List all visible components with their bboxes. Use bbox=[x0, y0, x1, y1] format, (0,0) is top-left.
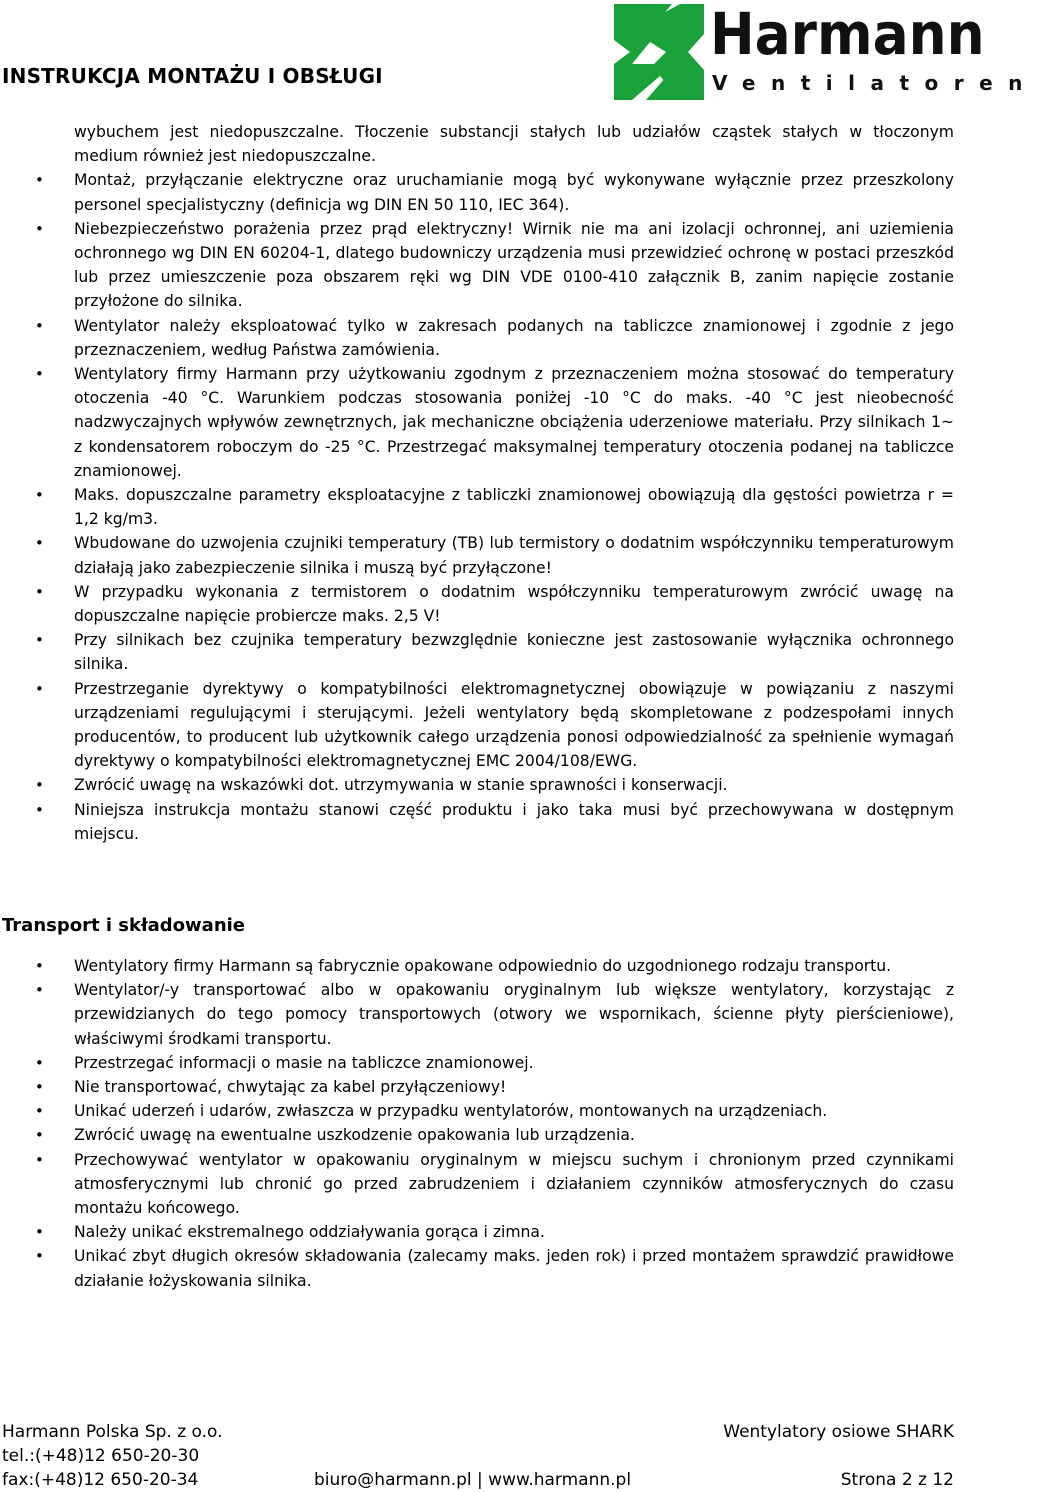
bullet-icon: • bbox=[35, 800, 44, 819]
list-item: • W przypadku wykonania z termistorem o dodatnim współczynniku temperaturowym zwrócić uwagę na dopuszczalne napięcie probiercze maks. 2,5 V! bbox=[0, 580, 960, 628]
section-heading: Transport i składowanie bbox=[2, 915, 246, 936]
harmann-logo bbox=[614, 0, 1038, 102]
bullet-icon: • bbox=[35, 1078, 44, 1097]
list-item: • Przestrzegać informacji o masie na tabliczce znamionowej. bbox=[0, 1051, 960, 1075]
safety-section bbox=[0, 120, 960, 846]
list-item: • Zwrócić uwagę na ewentualne uszkodzenie opakowania lub urządzenia. bbox=[0, 1123, 960, 1147]
bullet-icon: • bbox=[35, 219, 44, 238]
list-item: • Montaż, przyłączanie elektryczne oraz uruchamianie mogą być wykonywane wyłącznie przez przeszkolony personel specjalistyczny (definicja wg DIN EN 50 110, IEC 364). bbox=[0, 168, 960, 216]
bullet-icon: • bbox=[35, 981, 44, 1000]
bullet-icon: • bbox=[35, 316, 44, 335]
bullet-icon: • bbox=[35, 486, 44, 505]
logo-emblem-icon bbox=[614, 4, 704, 100]
document-title: INSTRUKCJA MONTAŻU I OBSŁUGI bbox=[2, 64, 383, 88]
list-item: • Przy silnikach bez czujnika temperatury bezwzględnie konieczne jest zastosowanie wyłącznika ochronnego silnika. bbox=[0, 628, 960, 676]
list-item: • Wentylator należy eksploatować tylko w zakresach podanych na tabliczce znamionowej i zgodnie z jego przeznaczeniem, według Państwa zamówienia. bbox=[0, 314, 960, 362]
logo-subtitle: Ventilatoren bbox=[712, 71, 1038, 95]
logo-wordmark: Harmann bbox=[710, 0, 985, 68]
bullet-icon: • bbox=[35, 1126, 44, 1145]
list-item: • Przechowywać wentylator w opakowaniu oryginalnym w miejscu suchym i chronionym przed czynnikami atmosferycznymi lub chronić go przed zabrudzeniem i działaniem czynników atmosferycznych do czasu montażu końcowego. bbox=[0, 1148, 960, 1221]
footer-product: Wentylatory osiowe SHARK bbox=[723, 1422, 954, 1442]
list-item: • Przestrzeganie dyrektywy o kompatybilności elektromagnetycznej obowiązuje w powiązaniu z naszymi urządzeniami regulującymi i sterującymi. Jeżeli wentylatory będą skompletowane z podzespołami innych producentów, to producent lub użytkownik całego urządzenia ponosi odpowiedzialność za spełnienie wymagań dyrektywy o kompatybilności elektromagnetycznej EMC 2004/108/EWG. bbox=[0, 677, 960, 774]
list-item: • Maks. dopuszczalne parametry eksploatacyjne z tabliczki znamionowej obowiązują dla gęstości powietrza r = 1,2 kg/m3. bbox=[0, 483, 960, 531]
list-item: • Niebezpieczeństwo porażenia przez prąd elektryczny! Wirnik nie ma ani izolacji ochronnej, ani uziemienia ochronnego wg DIN EN 60204-1, dlatego budowniczy urządzenia musi przewidzieć ochronę w postaci przeszkód lub przez umieszczenie poza obszarem ręki wg DIN VDE 0100-410 załącznik B, zanim napięcie zostanie przyłożone do silnika. bbox=[0, 217, 960, 314]
bullet-icon: • bbox=[35, 171, 44, 190]
footer-contact[interactable]: biuro@harmann.pl | www.harmann.pl bbox=[314, 1470, 632, 1490]
list-item: • Wentylatory firmy Harmann są fabrycznie opakowane odpowiednio do uzgodnionego rodzaju transportu. bbox=[0, 954, 960, 978]
footer-fax: fax:(+48)12 650-20-34 bbox=[2, 1470, 199, 1490]
list-item: • Wbudowane do uzwojenia czujniki temperatury (TB) lub termistory o dodatnim współczynniku temperaturowym działają jako zabezpieczenie silnika i muszą być przyłączone! bbox=[0, 531, 960, 579]
bullet-icon: • bbox=[35, 1223, 44, 1242]
transport-list bbox=[0, 954, 960, 1293]
list-item: • Wentylator/-y transportować albo w opakowaniu oryginalnym lub większe wentylatory, korzystając z przewidzianych do tego pomocy transportowych (otwory we wspornikach, ścienne płyty pierścieniowe), właściwymi środkami transportu. bbox=[0, 978, 960, 1051]
footer-company: Harmann Polska Sp. z o.o. bbox=[2, 1422, 223, 1442]
transport-section bbox=[0, 954, 960, 1293]
list-item: • Unikać uderzeń i udarów, zwłaszcza w przypadku wentylatorów, montowanych na urządzeniach. bbox=[0, 1099, 960, 1123]
page-number: Strona 2 z 12 bbox=[840, 1470, 954, 1490]
bullet-icon: • bbox=[35, 1247, 44, 1266]
list-item: • Wentylatory firmy Harmann przy użytkowaniu zgodnym z przeznaczeniem można stosować do temperatury otoczenia -40 °C. Warunkiem podczas stosowania poniżej -10 °C do maks. -40 °C jest nieobecność nadzwyczajnych wpływów zewnętrznych, jak mechaniczne obciążenia uderzeniowe materiału. Przy silnikach 1~ z kondensatorem roboczym do -25 °C. Przestrzegać maksymalnej temperatury otoczenia podanej na tabliczce znamionowej. bbox=[0, 362, 960, 483]
bullet-icon: • bbox=[35, 365, 44, 384]
footer-product-info bbox=[723, 1420, 954, 1492]
bullet-icon: • bbox=[35, 679, 44, 698]
bullet-icon: • bbox=[35, 957, 44, 975]
list-item: • Nie transportować, chwytając za kabel przyłączeniowy! bbox=[0, 1075, 960, 1099]
list-item: • Zwrócić uwagę na wskazówki dot. utrzymywania w stanie sprawności i konserwacji. bbox=[0, 773, 960, 797]
list-item: • Niniejsza instrukcja montażu stanowi część produktu i jako taka musi być przechowywana w dostępnym miejscu. bbox=[0, 798, 960, 846]
footer-company-info bbox=[2, 1420, 223, 1492]
bullet-icon: • bbox=[35, 1102, 44, 1121]
continuation-paragraph: wybuchem jest niedopuszczalne. Tłoczenie substancji stałych lub udziałów cząstek stałych w tłoczonym medium również jest niedopuszczalne. bbox=[74, 123, 954, 166]
bullet-icon: • bbox=[35, 776, 44, 795]
bullet-icon: • bbox=[35, 534, 44, 553]
safety-list bbox=[0, 168, 960, 846]
bullet-icon: • bbox=[35, 1053, 44, 1072]
bullet-icon: • bbox=[35, 1150, 44, 1169]
list-item: • Unikać zbyt długich okresów składowania (zalecamy maks. jeden rok) i przed montażem sprawdzić prawidłowe działanie łożyskowania silnika. bbox=[0, 1244, 960, 1292]
footer-phone: tel.:(+48)12 650-20-30 bbox=[2, 1446, 200, 1466]
bullet-icon: • bbox=[35, 582, 44, 601]
bullet-icon: • bbox=[35, 631, 44, 650]
list-item: • Należy unikać ekstremalnego oddziaływania gorąca i zimna. bbox=[0, 1220, 960, 1244]
